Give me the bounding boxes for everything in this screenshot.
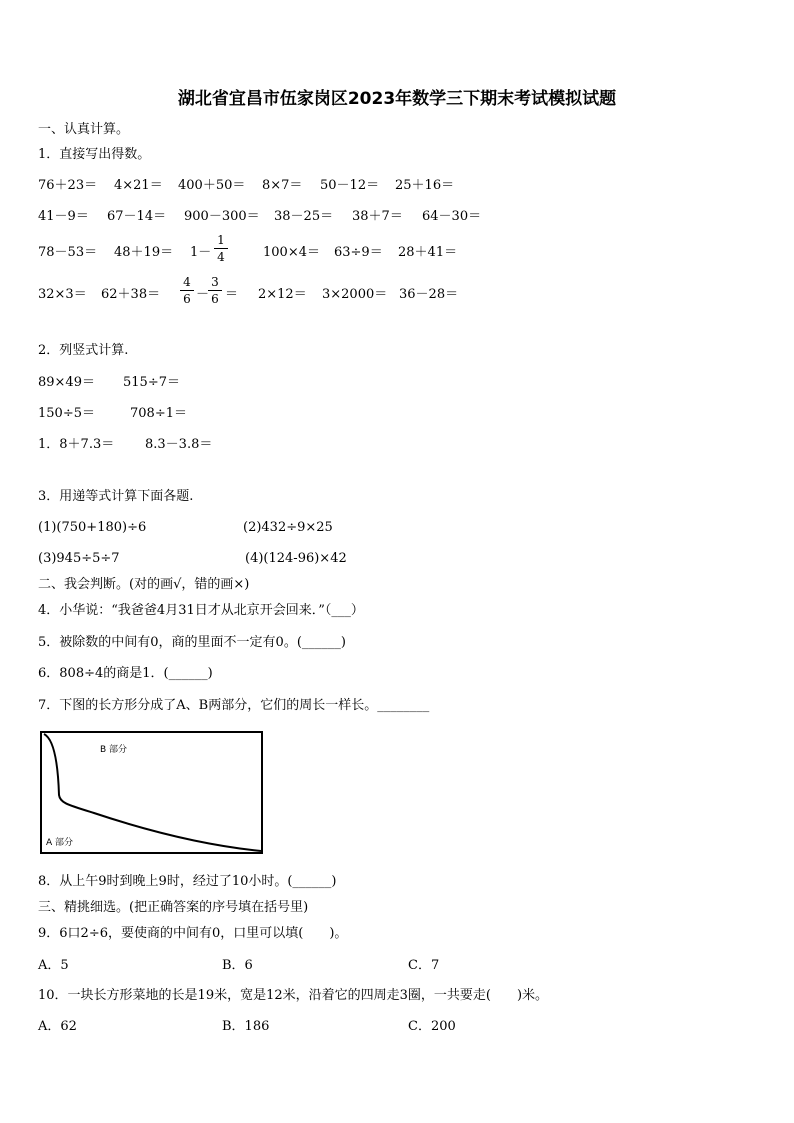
expr: 1．8＋7.3＝ [38,437,115,452]
fraction [214,233,228,264]
label-part-a: A 部分 [46,838,74,848]
fraction-denominator: 6 [211,292,219,306]
question-6: 6．808÷4的商是1．(______) [38,666,213,681]
expr: 708÷1＝ [130,406,187,421]
section1-heading: 一、认真计算。 [38,122,130,137]
expr: 3×2000＝ [322,287,388,302]
fraction-numerator: 3 [208,275,222,291]
q3-item: (2)432÷9×25 [243,520,333,535]
question-8: 8．从上午9时到晚上9时，经过了10小时。(______) [38,874,337,889]
expr: 78－53＝ [38,245,98,260]
equals-sign: ＝ [225,287,239,302]
option-c: C．200 [408,1019,456,1034]
expr: 38＋7＝ [352,209,403,224]
q3-item: (3)945÷5÷7 [38,551,120,566]
q2-label: 2．列竖式计算. [38,343,129,358]
fraction-denominator: 4 [217,250,225,264]
expr: 32×3＝ [38,287,87,302]
fraction [208,275,222,306]
page-title: 湖北省宜昌市伍家岗区2023年数学三下期末考试模拟试题 [177,89,617,109]
expr: 48＋19＝ [114,245,174,260]
option-a: A．5 [38,958,69,973]
q3-item: (4)(124-96)×42 [245,551,347,566]
expr: 150÷5＝ [38,406,95,421]
fraction-numerator: 1 [214,233,228,249]
curve-divider [42,733,261,852]
expr: 50－12＝ [320,178,380,193]
fraction [180,275,194,306]
question-10: 10．一块长方形菜地的长是19米，宽是12米，沿着它的四周走3圈，一共要走( )米。 [38,988,549,1003]
section3-heading: 三、精挑细选。(把正确答案的序号填在括号里) [38,900,309,915]
expr: 8.3－3.8＝ [145,437,213,452]
expr: 41－9＝ [38,209,89,224]
expr: 67－14＝ [107,209,167,224]
expr: 76＋23＝ [38,178,98,193]
fraction-denominator: 6 [183,292,191,306]
option-c: C．7 [408,958,440,973]
question-4: 4．小华说：“我爸爸4月31日才从北京开会回来．”（___） [38,603,364,618]
expr: 515÷7＝ [123,375,180,390]
expr: 100×4＝ [263,245,320,260]
expr: 28＋41＝ [398,245,458,260]
expr: 89×49＝ [38,375,95,390]
fraction-numerator: 4 [180,275,194,291]
rectangle-figure [40,731,263,854]
section2-heading: 二、我会判断。(对的画√，错的画×) [38,577,250,592]
question-7: 7．下图的长方形分成了A、B两部分，它们的周长一样长。________ [38,698,430,713]
question-9: 9．6口2÷6，要使商的中间有0，口里可以填( )。 [38,926,348,941]
label-part-b: B 部分 [100,745,128,755]
expr: 63÷9＝ [334,245,383,260]
expr: 400＋50＝ [178,178,246,193]
option-a: A．62 [38,1019,77,1034]
q3-item: (1)(750+180)÷6 [38,520,147,535]
expr: 4×21＝ [114,178,163,193]
option-b: B．186 [222,1019,270,1034]
q3-label: 3．用递等式计算下面各题. [38,489,194,504]
option-b: B．6 [222,958,253,973]
expr: 36－28＝ [399,287,459,302]
q1-label: 1．直接写出得数。 [38,147,151,162]
expr: 2×12＝ [258,287,307,302]
expr: 64－30＝ [422,209,482,224]
expr-fraction-prefix: 1－ [190,245,212,260]
expr: 25＋16＝ [395,178,455,193]
expr: 900－300＝ [184,209,260,224]
expr: 38－25＝ [274,209,334,224]
question-5: 5．被除数的中间有0，商的里面不一定有0。(______) [38,635,346,650]
expr: 62＋38＝ [101,287,161,302]
minus-sign: － [196,287,210,302]
expr: 8×7＝ [262,178,303,193]
